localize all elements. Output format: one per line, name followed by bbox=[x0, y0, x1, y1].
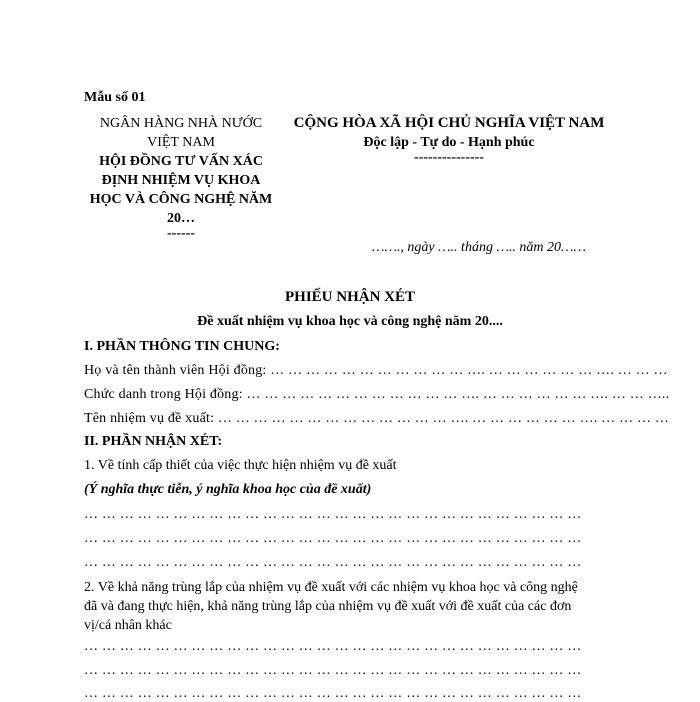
left-header bbox=[70, 114, 292, 240]
field-label: Tên nhiệm vụ đề xuất: bbox=[84, 411, 215, 426]
council-name-line-4: 20… bbox=[167, 211, 195, 226]
item-1-note: (Ý nghĩa thực tiễn, ý nghĩa khoa học của đề xuất) bbox=[84, 482, 372, 497]
field-task-name bbox=[84, 411, 669, 427]
fill-in-dots[interactable]: … … … … … … … … … … … … …. … … … … … … …. … … ….. bbox=[246, 387, 670, 402]
fill-in-dots[interactable]: … … … … … … … … … … … …. … … … … … … …. … … … bbox=[270, 363, 668, 378]
item-2-title bbox=[84, 578, 624, 635]
org-name-line-1: NGÂN HÀNG NHÀ NƯỚC bbox=[99, 116, 263, 131]
national-motto: Độc lập - Tự do - Hạnh phúc bbox=[363, 135, 535, 150]
item-2-dotline-2[interactable]: … … … … … … … … … … … … … … … … … … … … … … … … … … … … bbox=[84, 663, 582, 678]
field-label: Chức danh trong Hội đồng: bbox=[84, 387, 243, 402]
item-1-dotline-1[interactable]: … … … … … … … … … … … … … … … … … … … … … … … … … … … … bbox=[84, 507, 582, 522]
fill-in-dots[interactable]: … … … … … … … … … … … … … …. … … … … … … …. … … … … bbox=[217, 411, 670, 426]
date-line: ……., ngày ….. tháng ….. năm 20…… bbox=[372, 240, 586, 255]
document-subtitle: Đề xuất nhiệm vụ khoa học và công nghệ năm 20.... bbox=[197, 314, 503, 329]
section-1-heading: I. PHẦN THÔNG TIN CHUNG: bbox=[84, 339, 280, 354]
council-name-line-2: ĐỊNH NHIỆM VỤ KHOA bbox=[101, 173, 261, 188]
right-header-rule: --------------- bbox=[414, 150, 484, 165]
council-name-line-3: HỌC VÀ CÔNG NGHỆ NĂM bbox=[89, 192, 273, 207]
left-header-rule: ------ bbox=[167, 226, 195, 241]
field-label: Họ và tên thành viên Hội đồng: bbox=[84, 363, 267, 378]
nation-title: CỘNG HÒA XÃ HỘI CHỦ NGHĨA VIỆT NAM bbox=[293, 115, 605, 131]
document-title: PHIẾU NHẬN XÉT bbox=[284, 289, 415, 305]
item-2-dotline-3[interactable]: … … … … … … … … … … … … … … … … … … … … … … … … … … … … bbox=[84, 686, 582, 701]
item-2-title-line-2: đã và đang thực hiện, khả năng trùng lắp của nhiệm vụ đề xuất với đề xuất của các đơn bbox=[84, 599, 572, 614]
org-name-line-2: VIỆT NAM bbox=[147, 135, 215, 150]
item-2-dotline-1[interactable]: … … … … … … … … … … … … … … … … … … … … … … … … … … … … bbox=[84, 639, 582, 654]
field-council-title bbox=[84, 387, 669, 403]
field-member-name bbox=[84, 363, 668, 379]
council-name-line-1: HỘI ĐỒNG TƯ VẤN XÁC bbox=[99, 154, 263, 169]
item-2-title-line-1: 2. Về khả năng trùng lắp của nhiệm vụ đề xuất với các nhiệm vụ khoa học và công nghệ bbox=[84, 580, 578, 595]
section-2-heading: II. PHẦN NHẬN XÉT: bbox=[84, 434, 223, 449]
item-1-title: 1. Về tính cấp thiết của việc thực hiện nhiệm vụ đề xuất bbox=[84, 458, 397, 473]
item-1-dotline-2[interactable]: … … … … … … … … … … … … … … … … … … … … … … … … … … … … bbox=[84, 531, 582, 546]
form-number: Mẫu số 01 bbox=[84, 90, 146, 105]
item-2-title-line-3: vị/cá nhân khác bbox=[84, 618, 172, 633]
right-header bbox=[286, 114, 612, 164]
item-1-dotline-3[interactable]: … … … … … … … … … … … … … … … … … … … … … … … … … … … … bbox=[84, 555, 582, 570]
